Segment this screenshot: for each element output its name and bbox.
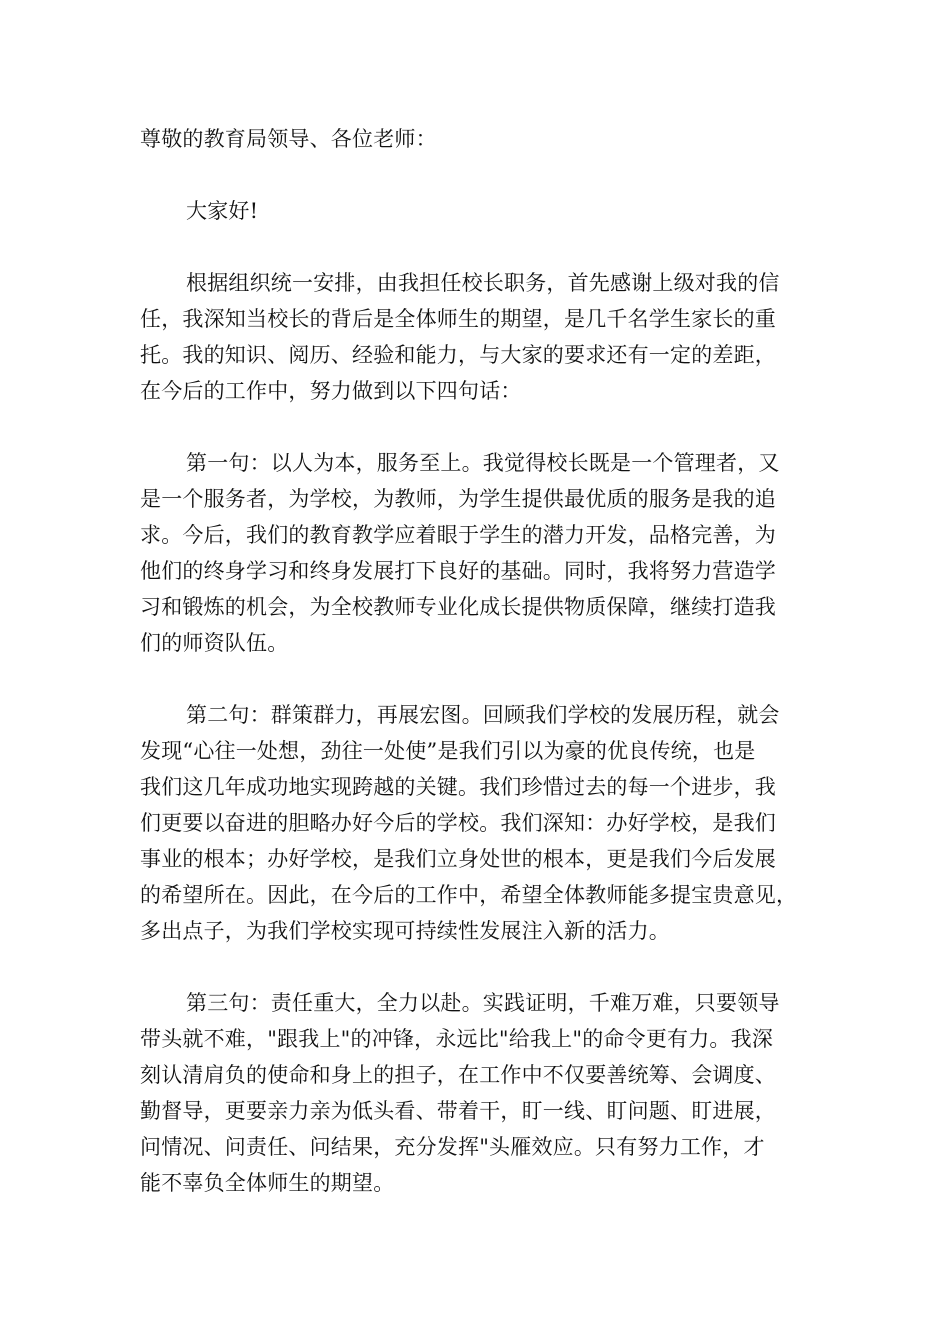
paragraph-line: 刻认清肩负的使命和身上的担子，在工作中不仅要善统筹、会调度、: [140, 1063, 776, 1087]
paragraph-line: 的希望所在。因此，在今后的工作中，希望全体教师能多提宝贵意见，: [140, 883, 798, 907]
document-body: [140, 121, 816, 1237]
paragraph-line: 任，我深知当校长的背后是全体师生的期望，是几千名学生家长的重: [140, 307, 776, 331]
paragraph-line: 事业的根本；办好学校，是我们立身处世的根本，更是我们今后发展: [140, 847, 776, 871]
paragraph-line: 根据组织统一安排，由我担任校长职务，首先感谢上级对我的信: [186, 271, 780, 295]
paragraph-line: 们的师资队伍。: [140, 631, 289, 655]
paragraph-second-sentence: [140, 697, 816, 949]
paragraph-line: 托。我的知识、阅历、经验和能力，与大家的要求还有一定的差距，: [140, 343, 776, 367]
paragraph-line: 问情况、问责任、问结果，充分发挥"头雁效应。只有努力工作，才: [140, 1135, 765, 1159]
paragraph-first-sentence: [140, 445, 816, 661]
paragraph-line: 多出点子，为我们学校实现可持续性发展注入新的活力。: [140, 919, 670, 943]
paragraph-line: 第三句：责任重大，全力以赴。实践证明，千难万难，只要领导: [186, 991, 780, 1015]
paragraph-line: 他们的终身学习和终身发展打下良好的基础。同时，我将努力营造学: [140, 559, 776, 583]
salutation: 尊敬的教育局领导、各位老师：: [140, 127, 437, 151]
paragraph-line: 勤督导，更要亲力亲为低头看、带着干，盯一线、盯问题、盯进展，: [140, 1099, 776, 1123]
paragraph-line: 第二句：群策群力，再展宏图。回顾我们学校的发展历程，就会: [186, 703, 780, 727]
greeting: 大家好!: [186, 199, 259, 223]
paragraph-third-sentence: [140, 985, 816, 1201]
paragraph-line: 带头就不难，"跟我上"的冲锋，永远比"给我上"的命令更有力。我深: [140, 1027, 774, 1051]
paragraph-line: 能不辜负全体师生的期望。: [140, 1171, 395, 1195]
paragraph-line: 我们这几年成功地实现跨越的关键。我们珍惜过去的每一个进步，我: [140, 775, 776, 799]
paragraph-line: 在今后的工作中，努力做到以下四句话：: [140, 379, 522, 403]
paragraph-line: 求。今后，我们的教育教学应着眼于学生的潜力开发，品格完善，为: [140, 523, 776, 547]
paragraph-line: 习和锻炼的机会，为全校教师专业化成长提供物质保障，继续打造我: [140, 595, 776, 619]
paragraph-line: 第一句：以人为本，服务至上。我觉得校长既是一个管理者，又: [186, 451, 780, 475]
paragraph-line: 是一个服务者，为学校，为教师，为学生提供最优质的服务是我的追: [140, 487, 776, 511]
paragraph-line: 发现“心往一处想，劲往一处使”是我们引以为豪的优良传统，也是: [140, 739, 756, 763]
paragraph-line: 们更要以奋进的胆略办好今后的学校。我们深知：办好学校，是我们: [140, 811, 776, 835]
paragraph-intro: [140, 265, 816, 409]
